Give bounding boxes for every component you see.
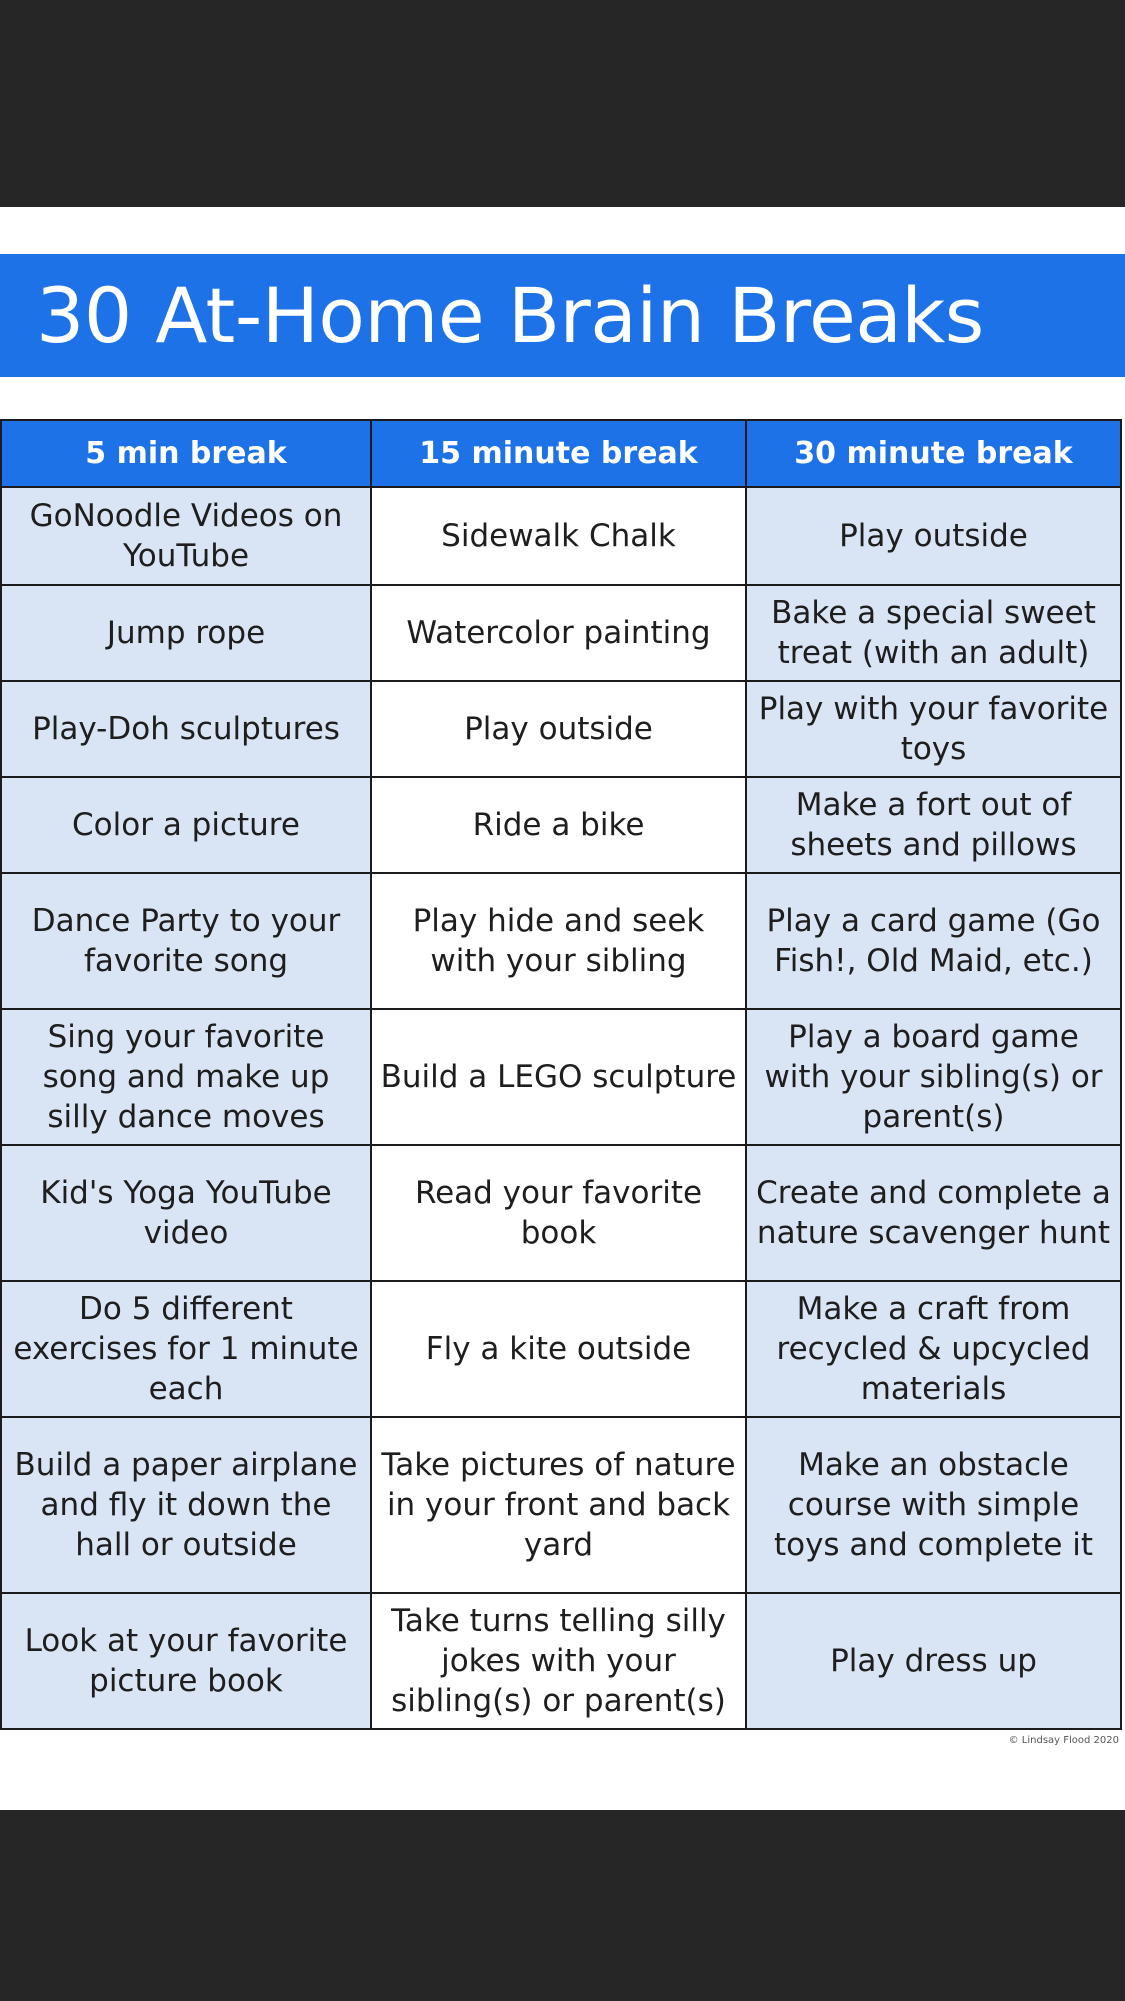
table-cell: Make a craft from recycled & upcycled materials [746, 1281, 1121, 1417]
table-cell: Do 5 different exercises for 1 minute each [1, 1281, 371, 1417]
table-cell: Watercolor painting [371, 585, 746, 681]
table-cell: Play with your favorite toys [746, 681, 1121, 777]
column-header: 30 minute break [746, 420, 1121, 487]
table-cell: Play outside [371, 681, 746, 777]
table-cell: Play outside [746, 487, 1121, 585]
table-cell: Jump rope [1, 585, 371, 681]
column-header: 15 minute break [371, 420, 746, 487]
table-cell: Create and complete a nature scavenger hunt [746, 1145, 1121, 1281]
table-row [1, 487, 1121, 585]
table-cell: Play-Doh sculptures [1, 681, 371, 777]
table-cell: GoNoodle Videos on YouTube [1, 487, 371, 585]
column-header: 5 min break [1, 420, 371, 487]
table-cell: Play dress up [746, 1593, 1121, 1729]
table-cell: Bake a special sweet treat (with an adult) [746, 585, 1121, 681]
copyright-note: © Lindsay Flood 2020 [1008, 1735, 1119, 1746]
table-cell: Make an obstacle course with simple toys and complete it [746, 1417, 1121, 1593]
table-cell: Build a LEGO sculpture [371, 1009, 746, 1145]
table-cell: Ride a bike [371, 777, 746, 873]
table-row [1, 681, 1121, 777]
table-cell: Build a paper airplane and fly it down the hall or outside [1, 1417, 371, 1593]
brain-breaks-table [0, 419, 1122, 1730]
table-cell: Sing your favorite song and make up silly dance moves [1, 1009, 371, 1145]
header-row [1, 420, 1121, 487]
table-row [1, 873, 1121, 1009]
table-cell: Read your favorite book [371, 1145, 746, 1281]
table-row [1, 777, 1121, 873]
table-cell: Play a card game (Go Fish!, Old Maid, etc.) [746, 873, 1121, 1009]
table-cell: Look at your favorite picture book [1, 1593, 371, 1729]
table-cell: Take pictures of nature in your front and back yard [371, 1417, 746, 1593]
table-cell: Fly a kite outside [371, 1281, 746, 1417]
table-cell: Kid's Yoga YouTube video [1, 1145, 371, 1281]
table-cell: Take turns telling silly jokes with your sibling(s) or parent(s) [371, 1593, 746, 1729]
table-row [1, 585, 1121, 681]
page-title: 30 At-Home Brain Breaks [0, 254, 1125, 377]
table-cell: Play hide and seek with your sibling [371, 873, 746, 1009]
table-row [1, 1281, 1121, 1417]
table-cell: Dance Party to your favorite song [1, 873, 371, 1009]
table-cell: Color a picture [1, 777, 371, 873]
table-row [1, 1009, 1121, 1145]
table-row [1, 1145, 1121, 1281]
table-cell: Sidewalk Chalk [371, 487, 746, 585]
table-row [1, 1417, 1121, 1593]
table-cell: Make a fort out of sheets and pillows [746, 777, 1121, 873]
brain-breaks-sheet [0, 207, 1125, 1810]
table-cell: Play a board game with your sibling(s) or parent(s) [746, 1009, 1121, 1145]
table-row [1, 1593, 1121, 1729]
